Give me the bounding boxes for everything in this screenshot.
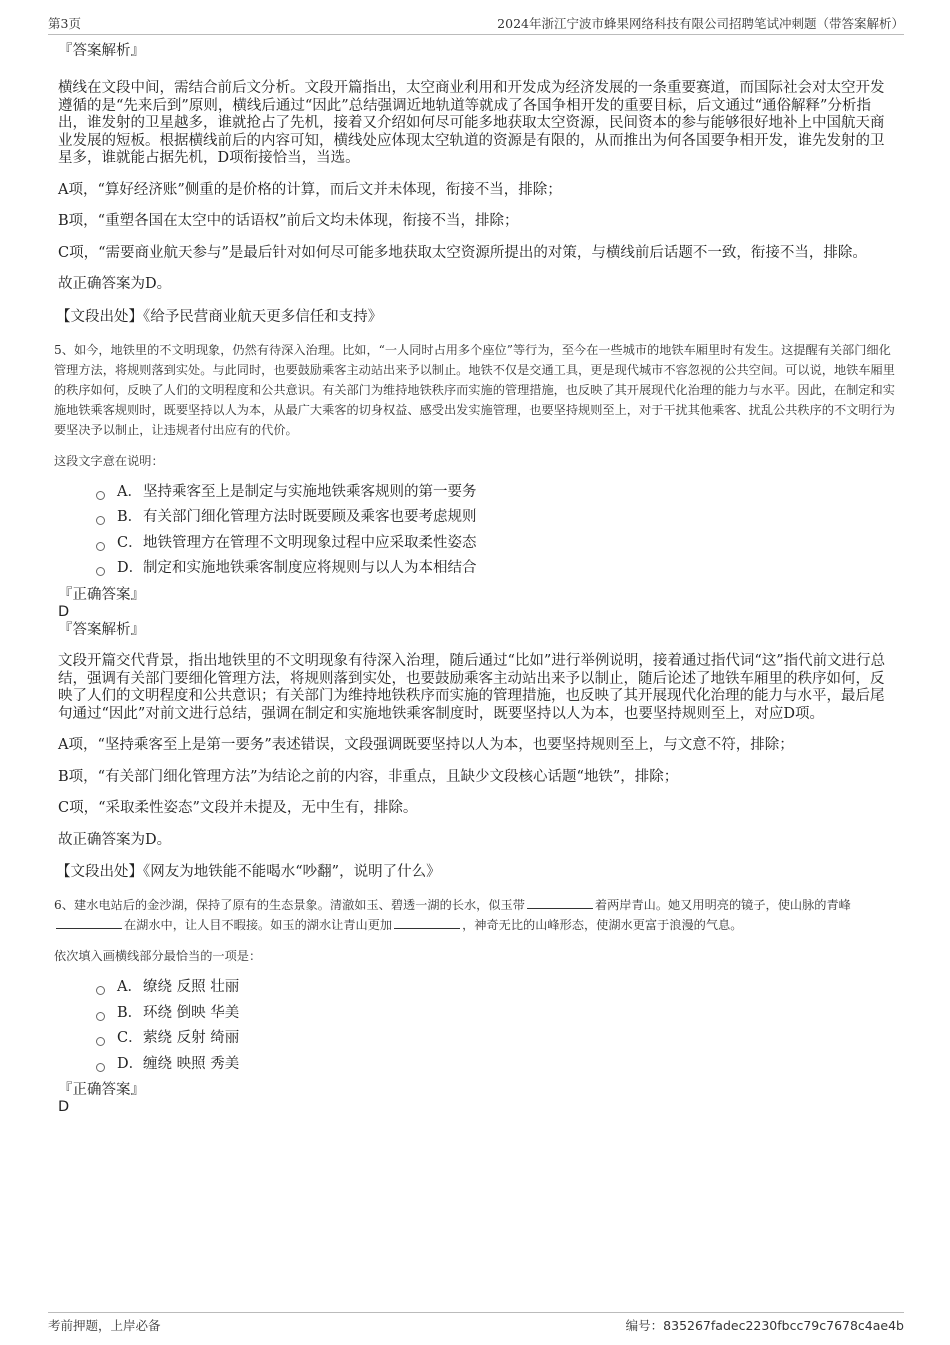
page-footer [48,1312,904,1335]
question-5 [56,340,896,882]
page-header [48,14,904,35]
radio-icon[interactable] [96,986,105,995]
correct-answer-label: 『正确答案』 [58,1082,145,1098]
blank-3 [394,916,460,929]
radio-icon[interactable] [96,491,105,500]
radio-icon[interactable] [96,516,105,525]
blank-1 [527,896,593,909]
analysis-label: 『答案解析』 [58,622,145,638]
footer-slogan: 考前押题，上岸必备 [48,1318,161,1333]
option-a[interactable]: A． 缭绕 反照 壮丽 [96,975,896,1001]
option-d[interactable]: D． 制定和实施地铁乘客制度应将规则与以人为本相结合 [96,556,896,582]
question-stem: 5、如今，地铁里的不文明现象，仍然有待深入治理。比如，“一人同时占用多个座位”等行为，至今在一些城市的地铁车厢里时有发生。这提醒有关部门细化管理方法，将规则落到实处。与此同时，也要鼓励乘客主动站出来予以制止。地铁不仅是交通工具，更是现代城市不容忽视的公共空间。可以说，地铁车厢里的秩序如何，反映了人们的文明程度和公共意识。有关部门为维持地铁秩序而实施的管理措施，也反映了其开展现代化治理的能力与水平。因此，在制定和实施地铁乘客规则时，既要坚持以人为本，从最广大乘客的切身权益、感受出发实施管理，也要坚持规则至上，对于干扰其他乘客、扰乱公共秩序的不文明行为要坚决予以制止，让违规者付出应有的代价。 [54,342,895,437]
analysis-option-b: B项，“重塑各国在太空中的话语权”前后文均未体现，衔接不当，排除； [58,213,519,229]
source-citation: 【文段出处】《网友为地铁能不能喝水“吵翻”，说明了什么》 [56,864,441,880]
option-c[interactable]: C． 地铁管理方在管理不文明现象过程中应采取柔性姿态 [96,531,896,557]
analysis-option-a: A项，“坚持乘客至上是第一要务”表述错误，文段强调既要坚持以人为本，也要坚持规则至上，与文意不符，排除； [58,737,794,753]
analysis-conclusion: 故正确答案为D。 [58,276,172,292]
correct-answer: D [58,1099,70,1115]
radio-icon[interactable] [96,542,105,551]
question-stem: 6、建水电站后的金沙湖，保持了原有的生态景象。清澈如玉、碧透一湖的长水，似玉带 着两岸青山。她又用明亮的镜子，使山脉的青峰在湖水中，让人目不暇接。如玉的湖水让青山更加 ，神奇无比的山峰形态，使湖水更富于浪漫的气息。 [54,898,851,932]
analysis-label: 『答案解析』 [58,43,145,59]
document-code: 编号：835267fadec2230fbcc79c7678c4ae4b [625,1318,904,1333]
radio-icon[interactable] [96,1037,105,1046]
option-c[interactable]: C． 萦绕 反射 绮丽 [96,1026,896,1052]
option-list [96,480,896,582]
correct-answer: D [58,603,70,620]
page-number: 第3页 [48,16,81,31]
radio-icon[interactable] [96,1063,105,1072]
analysis-conclusion: 故正确答案为D。 [58,831,172,848]
blank-2 [56,916,122,929]
option-a[interactable]: A． 坚持乘客至上是制定与实施地铁乘客规则的第一要务 [96,480,896,506]
analysis-option-a: A项，“算好经济账”侧重的是价格的计算，而后文并未体现，衔接不当，排除； [58,181,562,198]
option-b[interactable]: B． 环绕 倒映 华美 [96,1001,896,1027]
option-list [96,975,896,1077]
option-b[interactable]: B． 有关部门细化管理方法时既要顾及乘客也要考虑规则 [96,505,896,531]
analysis-option-c: C项，“需要商业航天参与”是最后针对如何尽可能多地获取太空资源所提出的对策，与横线前后话题不一致，衔接不当，排除。 [58,244,867,261]
q4-analysis-section [56,42,896,326]
correct-answer-label: 『正确答案』 [58,586,145,603]
source-citation: 【文段出处】《给予民营商业航天更多信任和支持》 [56,308,383,325]
radio-icon[interactable] [96,567,105,576]
analysis-text: 文段开篇交代背景，指出地铁里的不文明现象有待深入治理，随后通过“比如”进行举例说明，接着通过指代词“这”指代前文进行总结，强调有关部门要细化管理方法，将规则落到实处，也要鼓励乘客主动站出来予以制止，随后论述了地铁车厢里的秩序如何，反映了人们的文明程度和公共意识；有关部门为维持地铁秩序而实施的管理措施，也反映了其开展现代化治理的能力与水平，最后尾句通过“因此”对前文进行总结，强调在制定和实施地铁乘客制度时，既要坚持以人为本，也要坚持规则至上，对应D项。 [58,653,886,722]
analysis-option-b: B项，“有关部门细化管理方法”为结论之前的内容，非重点，且缺少文段核心话题“地铁”，排除； [58,768,679,785]
question-6 [56,895,896,1117]
analysis-option-c: C项，“采取柔性姿态”文段并未提及，无中生有，排除。 [58,800,418,816]
radio-icon[interactable] [96,1012,105,1021]
question-prompt: 依次填入画横线部分最恰当的一项是： [54,949,262,963]
option-d[interactable]: D． 缠绕 映照 秀美 [96,1052,896,1078]
main-content [56,42,896,1117]
question-prompt: 这段文字意在说明： [54,453,164,468]
document-title: 2024年浙江宁波市蜂果网络科技有限公司招聘笔试冲刺题（带答案解析） [497,16,904,31]
analysis-text: 横线在文段中间，需结合前后文分析。文段开篇指出，太空商业利用和开发成为经济发展的一条重要赛道，而国际社会对太空开发遵循的是“先来后到”原则，横线后通过“因此”总结强调近地轨道等就成了各国争相开发的重要目标，后文通过“通俗解释”分析指出，谁发射的卫星越多，谁就抢占了先机，接着又介绍如何尽可能多地获取太空资源，民间资本的参与能够很好地补上中国航天商业发展的短板。根据横线前后的内容可知，横线处应体现太空轨道的资源是有限的，从而推出为何各国要争相开发，谁先发射的卫星多，谁就能占据先机，D项衔接恰当，当选。 [58,80,885,166]
